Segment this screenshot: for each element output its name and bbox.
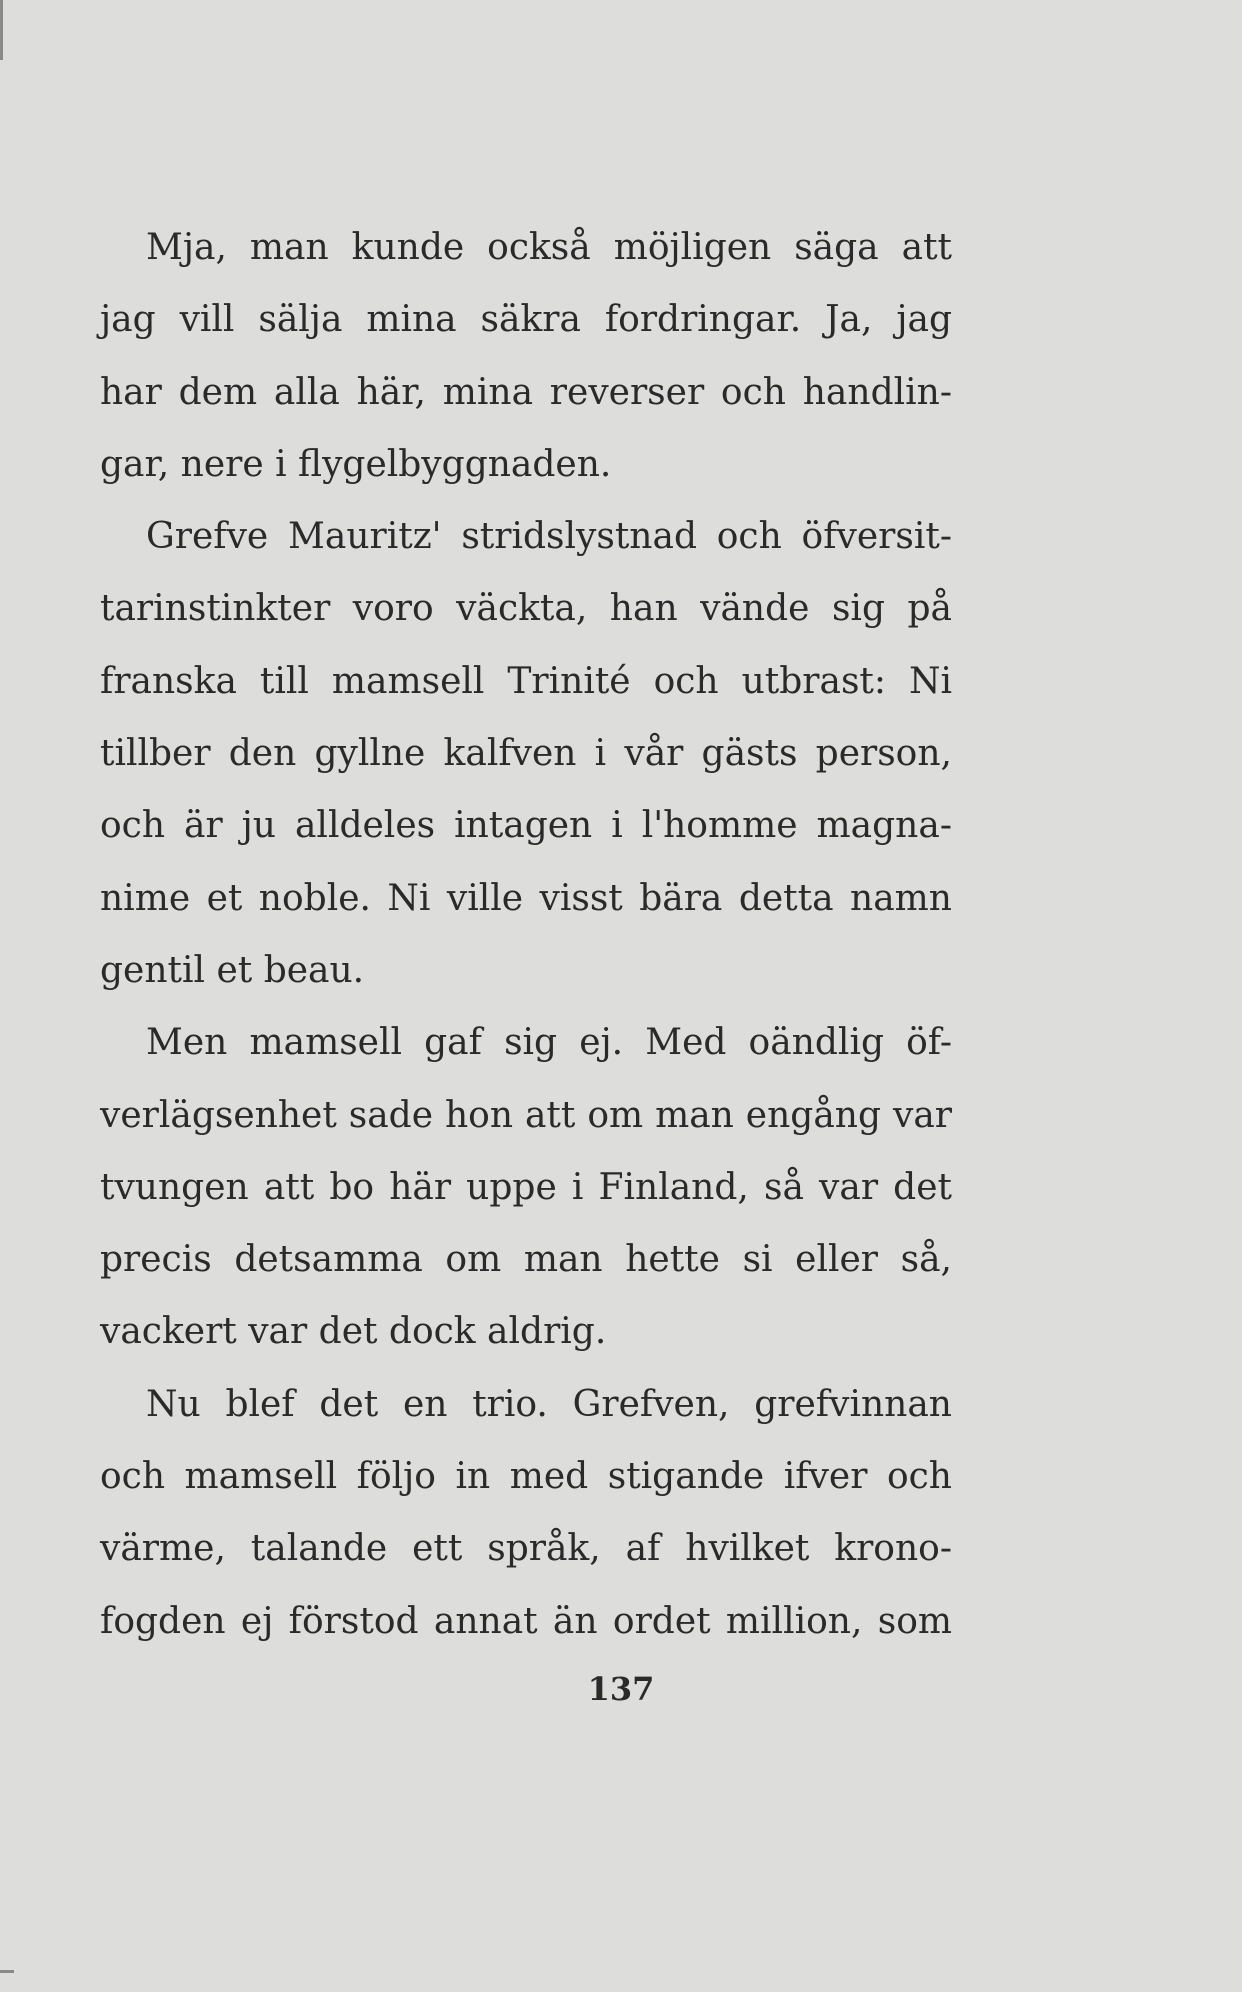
text-line: fogden ej förstod annat än ordet million, som [100, 1600, 952, 1642]
text-line: vackert var det dock aldrig. [100, 1311, 607, 1353]
text-line: tvungen att bo här uppe i Finland, så var det [100, 1166, 952, 1208]
text-line: gentil et beau. [100, 949, 365, 991]
text-line: har dem alla här, mina reverser och handlin- [100, 371, 952, 413]
text-line: värme, talande ett språk, af hvilket krono- [100, 1528, 952, 1570]
body-text [100, 212, 952, 1658]
text-line: verlägsenhet sade hon att om man engång var [100, 1094, 952, 1136]
text-line: och mamsell följo in med stigande ifver och [100, 1456, 952, 1498]
text-line: gar, nere i flygelbyggnaden. [100, 443, 612, 485]
text-line: precis detsamma om man hette si eller så, [100, 1239, 952, 1281]
text-line: och är ju alldeles intagen i l'homme magna- [100, 805, 952, 847]
text-line: franska till mamsell Trinité och utbrast: Ni [100, 660, 952, 702]
text-line: Men mamsell gaf sig ej. Med oändlig öf- [146, 1022, 952, 1064]
scan-edge-mark [0, 0, 3, 60]
scan-corner-mark [0, 1970, 14, 1973]
text-line: tillber den gyllne kalfven i vår gästs person, [100, 733, 952, 775]
page-number: 137 [587, 1670, 655, 1708]
text-line: Grefve Mauritz' stridslystnad och öfversit- [146, 516, 952, 558]
text-line: nime et noble. Ni ville visst bära detta namn [100, 877, 952, 919]
text-line: jag vill sälja mina säkra fordringar. Ja, jag [100, 299, 952, 341]
text-line: Mja, man kunde också möjligen säga att [146, 227, 952, 268]
text-line: Nu blef det en trio. Grefven, grefvinnan [146, 1383, 952, 1425]
text-line: tarinstinkter voro väckta, han vände sig på [100, 588, 952, 630]
